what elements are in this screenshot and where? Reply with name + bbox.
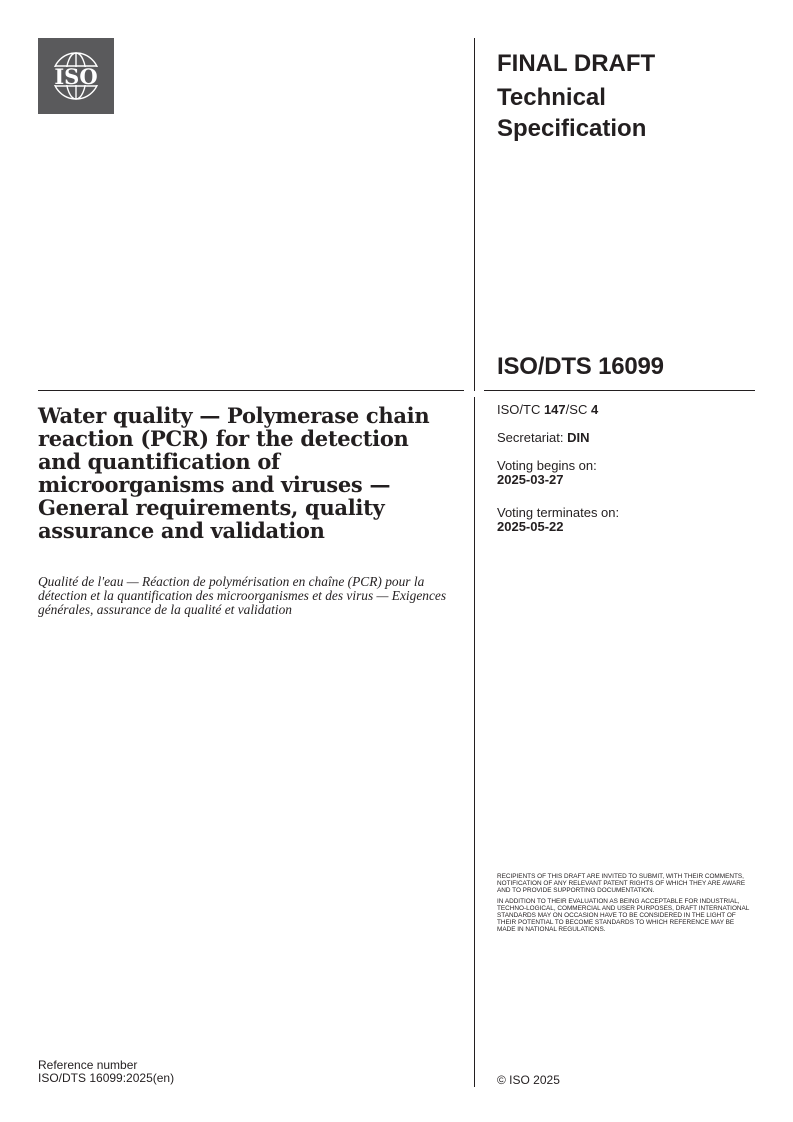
committee-tc: 147 xyxy=(543,402,566,417)
document-type-line-2: Specification xyxy=(497,115,647,142)
document-type-line-1: Technical xyxy=(497,84,606,111)
iso-logo-text: ISO xyxy=(54,64,98,89)
document-header xyxy=(497,48,757,144)
column-divider-bottom xyxy=(474,397,475,1087)
column-divider-top xyxy=(474,38,475,391)
voting-terminates xyxy=(497,506,619,534)
iso-logo xyxy=(38,38,114,114)
left-title-rule xyxy=(38,390,464,391)
globe-icon xyxy=(38,38,114,114)
notice-paragraph-2: IN ADDITION TO THEIR EVALUATION AS BEING ACCEPTABLE FOR INDUSTRIAL, TECHNO-LOGICAL, COMMERCIAL AND USER PURPOSES, DRAFT INTERNATIONAL STANDARDS MAY ON OCCASION HAVE TO BE CONSIDERED IN THE LIGHT OF THEIR POTENTIAL TO BECOME STANDARDS TO WHICH REFERENCE MAY BE MADE IN NATIONAL REGULATIONS. xyxy=(497,897,750,934)
voting-begins-date: 2025-03-27 xyxy=(497,472,564,487)
reference-number-block xyxy=(38,1059,174,1085)
committee-prefix: ISO/TC xyxy=(497,402,544,417)
reference-number-label: Reference number xyxy=(38,1058,138,1072)
voting-terminates-label: Voting terminates on: xyxy=(497,505,620,520)
draft-notice xyxy=(497,873,752,937)
secretariat-label: Secretariat: xyxy=(497,430,568,445)
voting-begins xyxy=(497,459,597,487)
french-title: Qualité de l'eau — Réaction de polymérisation en chaîne (PCR) pour la détection et la quantification des microorganismes et des virus — Exigences générales, assurance de la qualité et validation xyxy=(38,574,447,617)
committee-line xyxy=(497,403,598,417)
document-stage: FINAL DRAFT xyxy=(497,50,656,77)
secretariat-line xyxy=(497,431,589,445)
voting-begins-label: Voting begins on: xyxy=(497,458,597,473)
notice-paragraph-1: RECIPIENTS OF THIS DRAFT ARE INVITED TO SUBMIT, WITH THEIR COMMENTS, NOTIFICATION OF ANY RELEVANT PATENT RIGHTS OF WHICH THEY ARE AWARE AND TO PROVIDE SUPPORTING DOCUMENTATION. xyxy=(497,873,746,895)
secretariat-value: DIN xyxy=(567,430,590,445)
voting-terminates-date: 2025-05-22 xyxy=(497,519,564,534)
copyright-notice: © ISO 2025 xyxy=(497,1073,560,1087)
committee-sc: 4 xyxy=(590,402,599,417)
document-number: ISO/DTS 16099 xyxy=(497,353,664,380)
reference-number-value: ISO/DTS 16099:2025(en) xyxy=(38,1071,175,1085)
committee-separator: /SC xyxy=(565,402,591,417)
right-title-rule xyxy=(484,390,755,391)
english-title: Water quality — Polymerase chain reaction (PCR) for the detection and quantification of microorganisms and viruses — General requirements, quality assurance and validation xyxy=(38,403,430,543)
